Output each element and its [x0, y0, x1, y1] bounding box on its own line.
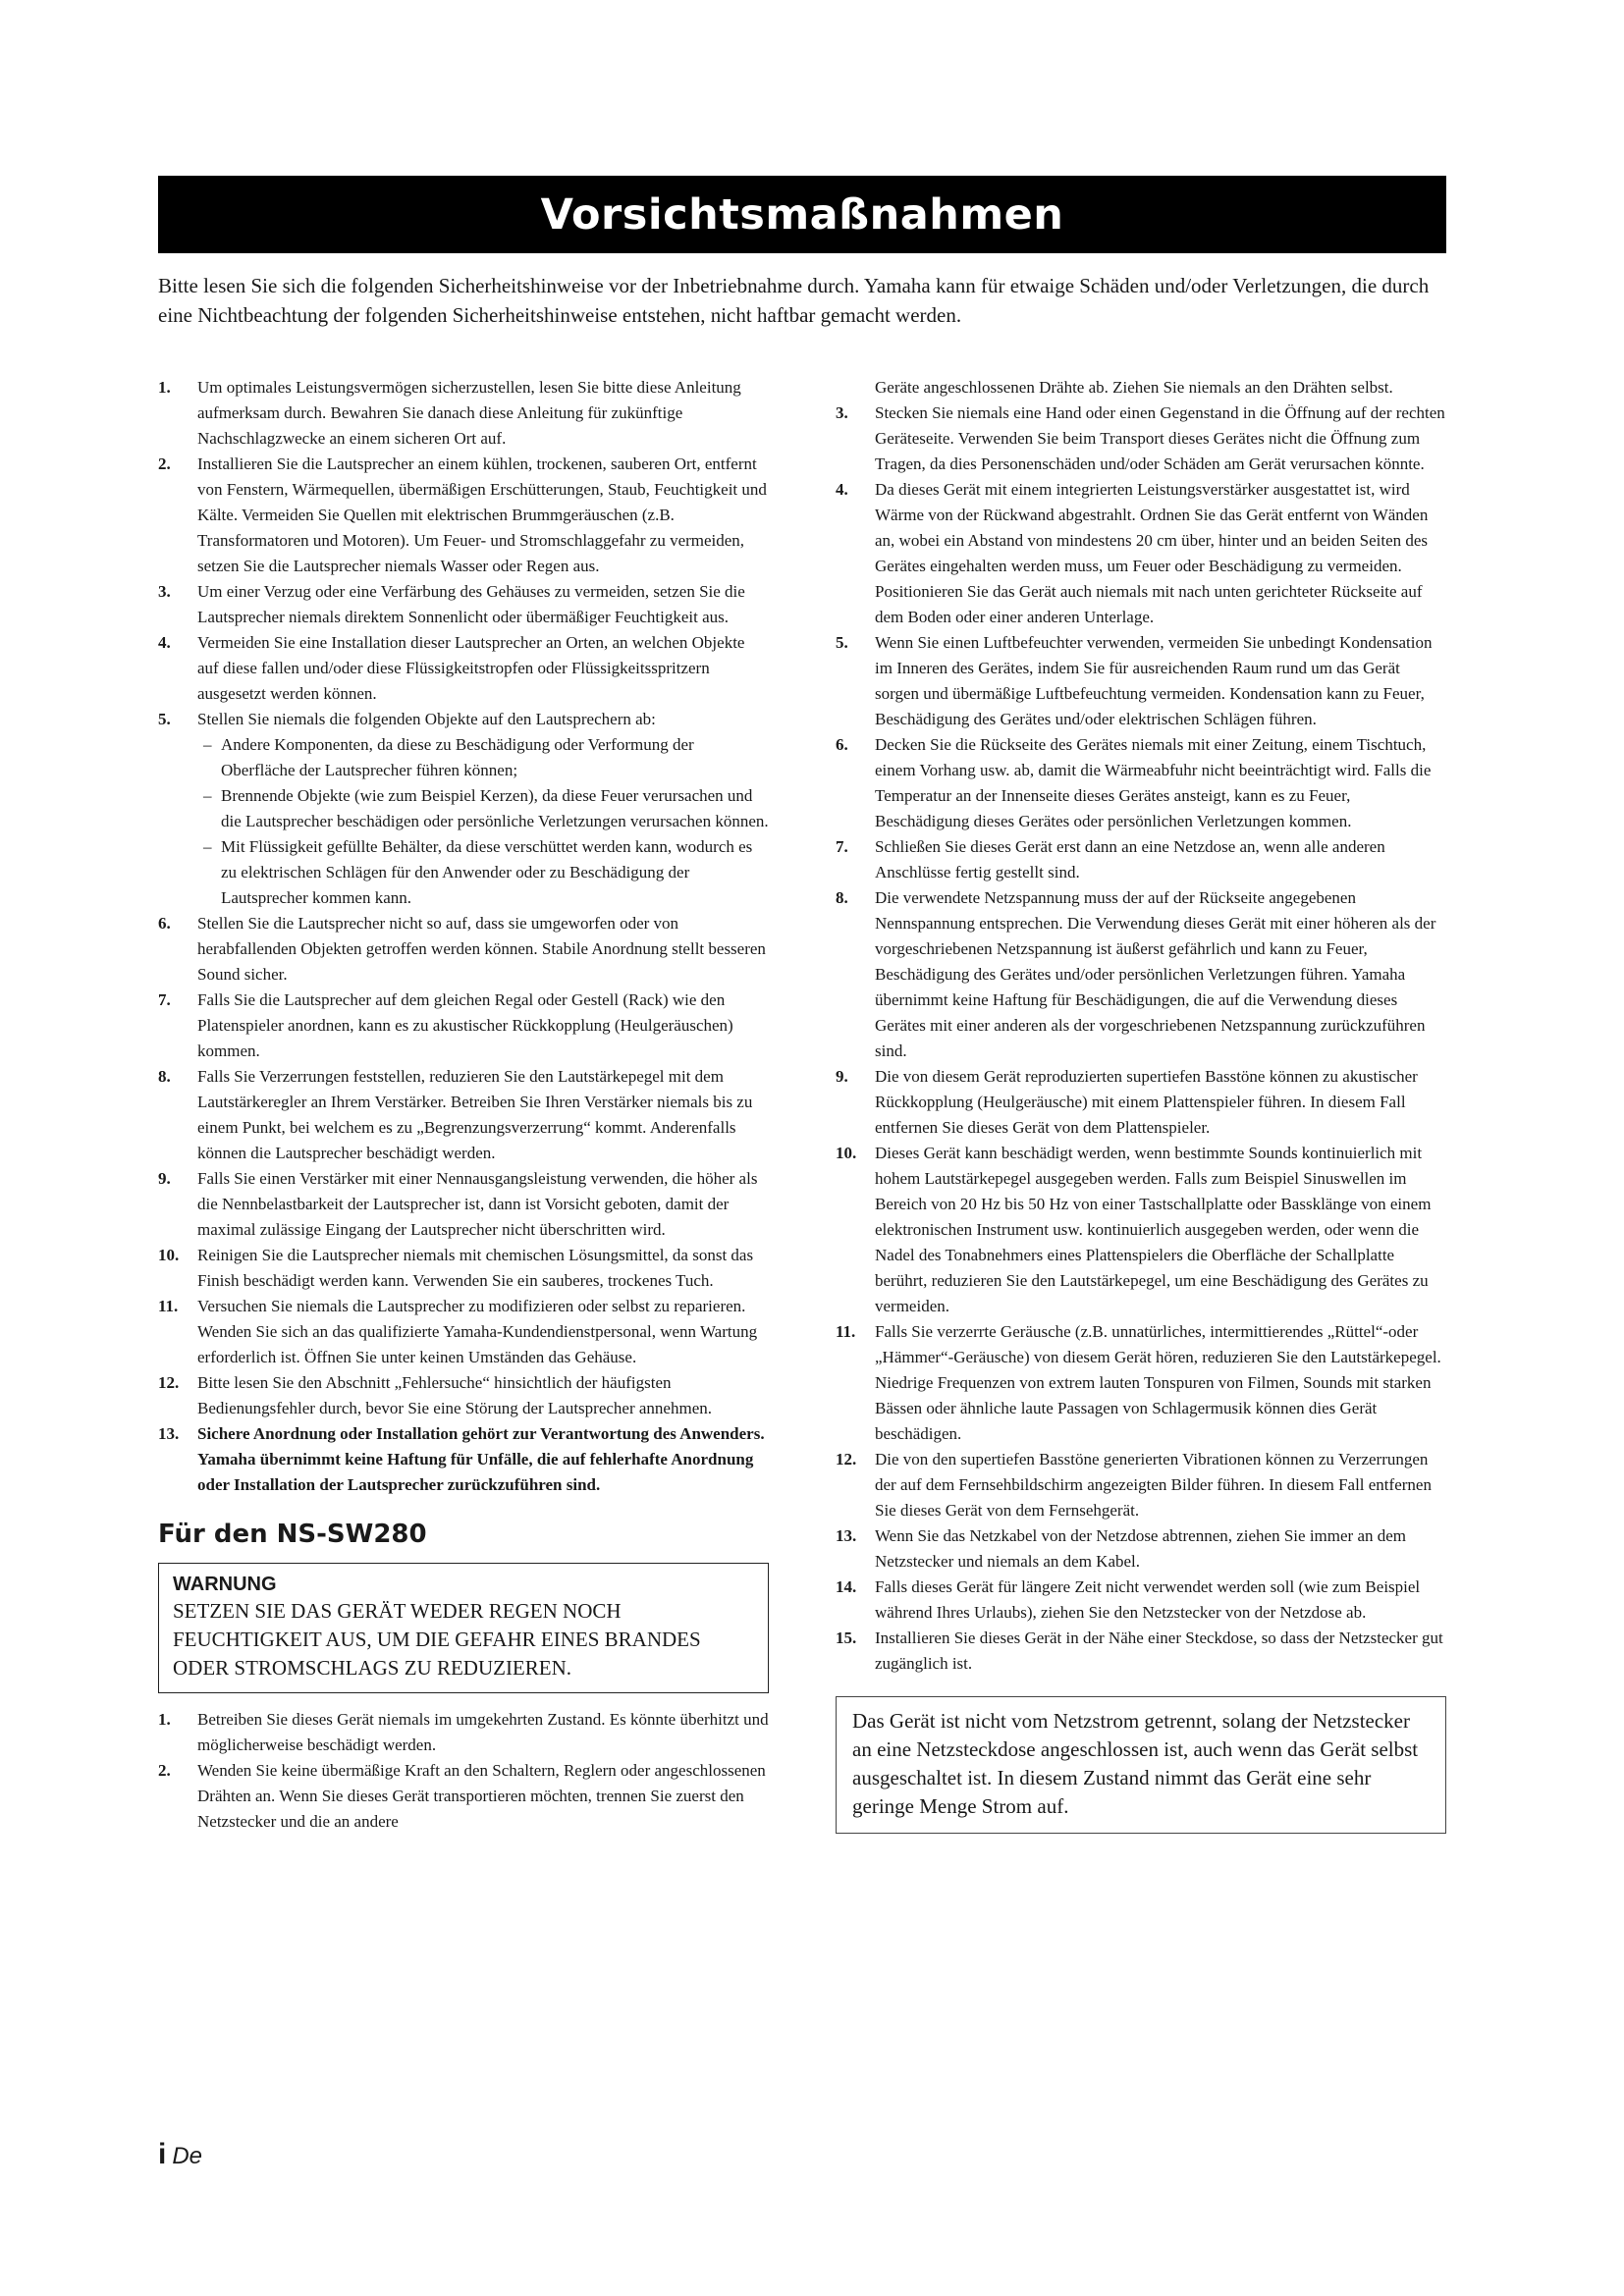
list-item: 6. Stellen Sie die Lautsprecher nicht so auf, dass sie umgeworfen oder von herabfallenden Objekten getroffen werden können. Stabile Anordnung stellt besseren Sound sicher.	[158, 914, 766, 984]
sub-list-item: – Mit Flüssigkeit gefüllte Behälter, da diese verschüttet werden kann, wodurch es zu elektrischen Schlägen für den Anwender oder zu Beschädigung der Lautsprecher kommen kann.	[197, 834, 769, 911]
list-item: 7. Schließen Sie dieses Gerät erst dann an eine Netzdose an, wenn alle anderen Anschlüsse fertig gestellt sind.	[836, 837, 1385, 881]
list-item: 8. Falls Sie Verzerrungen feststellen, reduzieren Sie den Lautstärkepegel mit dem Lautstärkeregler an Ihrem Verstärker. Betreiben Sie Ihren Verstärker niemals bis zu einem Punkt, bei welchem es zu „Begrenzungsverzerrung“ kommt. Anderenfalls können die Lautsprecher beschädigt werden.	[158, 1067, 753, 1162]
language-code: De	[172, 2143, 203, 2169]
list-item: 10. Reinigen Sie die Lautsprecher niemals mit chemischen Lösungsmittel, da sonst das Finish beschädigt werden kann. Verwenden Sie ein sauberes, trockenes Tuch.	[158, 1246, 754, 1290]
power-note-box: Das Gerät ist nicht vom Netzstrom getrennt, solang der Netzstecker an eine Netzsteckdose angeschlossen ist, auch wenn das Gerät selbst ausgeschaltet ist. In diesem Zustand nimmt das Gerät eine sehr geringe Menge Strom auf.	[836, 1696, 1446, 1834]
page-footer	[158, 2138, 202, 2171]
page-title: Vorsichtsmaßnahmen	[158, 176, 1446, 253]
right-column	[836, 375, 1446, 1834]
warning-text: SETZEN SIE DAS GERÄT WEDER REGEN NOCH FEUCHTIGKEIT AUS, UM DIE GEFAHR EINES BRANDES ODER STROMSCHLAGS ZU REDUZIEREN.	[173, 1599, 701, 1680]
list-item: 11. Versuchen Sie niemals die Lautsprecher zu modifizieren oder selbst zu reparieren. Wenden Sie sich an das qualifizierte Yamaha-Kundendienstpersonal, wenn Wartung erforderlich ist. Öffnen Sie unter keinen Umständen das Gehäuse.	[158, 1297, 758, 1366]
list-item: 5. Stellen Sie niemals die folgenden Objekte auf den Lautsprechern ab: – Andere Komponenten, da diese zu Beschädigung oder Verformung der Oberfläche der Lautsprecher führen können; – Brennende Objekte (wie zum Beispiel Kerzen), da diese Feuer verursachen und die Lautsprecher beschädigen oder persönliche Verletzungen verursachen können. – Mit Flüssigkeit gefüllte Behälter, da diese verschüttet werden kann, wodurch es zu elektrischen Schlägen für den Anwender oder zu Beschädigung der Lautsprecher kommen kann.	[158, 707, 769, 911]
warning-title: WARNUNG	[173, 1574, 277, 1595]
list-item: 12. Die von den supertiefen Basstöne generierten Vibrationen können zu Verzerrungen der auf dem Fernsehbildschirm angezeigten Bilder führen. In diesem Fall entfernen Sie dieses Gerät von dem Fernsehgerät.	[836, 1450, 1432, 1520]
list-item: 9. Die von diesem Gerät reproduzierten supertiefen Basstöne können zu akustischer Rückkopplung (Heulgeräusche) mit einem Plattenspieler führen. In diesem Fall entfernen Sie dieses Gerät von dem Plattenspieler.	[836, 1067, 1418, 1137]
list-item: 9. Falls Sie einen Verstärker mit einer Nennausgangsleistung verwenden, die höher als die Nennbelastbarkeit der Lautsprecher ist, dann ist Vorsicht geboten, damit der maximal zulässige Eingang der Lautsprecher nicht überschritten wird.	[158, 1169, 758, 1239]
sub-list-item: – Andere Komponenten, da diese zu Beschädigung oder Verformung der Oberfläche der Lautsprecher führen können;	[197, 732, 769, 783]
list-item-liability: 13. Sichere Anordnung oder Installation gehört zur Verantwortung des Anwenders. Yamaha übernimmt keine Haftung für Unfälle, die auf fehlerhafte Anordnung oder Installation der Lautsprecher zurückzuführen sind.	[158, 1424, 765, 1494]
list-item: 11. Falls Sie verzerrte Geräusche (z.B. unnatürliches, intermittierendes „Rüttel“-oder „Hämmer“-Geräusche) von diesem Gerät hören, reduzieren Sie den Lautstärkepegel. Niedrige Frequenzen von extrem lauten Tonspuren von Filmen, Sounds mit starken Bässen oder ähnliche laute Passagen von Schlagermusik können dies Gerät beschädigen.	[836, 1322, 1441, 1443]
left-column	[158, 375, 769, 1835]
sub-list	[197, 732, 769, 911]
list-item: 3. Um einer Verzug oder eine Verfärbung des Gehäuses zu vermeiden, setzen Sie die Lautsprecher niemals direktem Sonnenlicht oder übermäßiger Feuchtigkeit aus.	[158, 582, 745, 626]
list-item-continuation: Geräte angeschlossenen Drähte ab. Ziehen Sie niemals an den Drähten selbst.	[875, 378, 1393, 397]
list-item: 14. Falls dieses Gerät für längere Zeit nicht verwendet werden soll (wie zum Beispiel während Ihres Urlaubs), ziehen Sie den Netzstecker von der Netzdose ab.	[836, 1577, 1421, 1622]
list-item: 6. Decken Sie die Rückseite des Gerätes niemals mit einer Zeitung, einem Tischtuch, einem Vorhang usw. ab, damit die Wärmeabfuhr nicht beeinträchtigt wird. Falls die Temperatur an der Innenseite dieses Gerätes ansteigt, kann es zu Feuer, Beschädigung dieses Gerätes oder persönlichen Verletzungen kommen.	[836, 735, 1432, 830]
list-item: 7. Falls Sie die Lautsprecher auf dem gleichen Regal oder Gestell (Rack) wie den Platenspieler anordnen, kann es zu akustischer Rückkopplung (Heulgeräuschen) kommen.	[158, 990, 733, 1060]
list-item: 8. Die verwendete Netzspannung muss der auf der Rückseite angegebenen Nennspannung entsprechen. Die Verwendung dieses Gerät mit einer höheren als der vorgeschriebenen Netzspannung ist äußerst gefährlich und kann zu Feuer, Beschädigung des Gerätes und/oder persönlichen Verletzungen führen. Yamaha übernimmt keine Haftung für Beschädigungen, die auf die Verwendung dieses Gerätes mit einer anderen als der vorgeschriebenen Netzspannung zurückzuführen sind.	[836, 888, 1436, 1060]
sub-list-item: – Brennende Objekte (wie zum Beispiel Kerzen), da diese Feuer verursachen und die Lautsprecher beschädigen oder persönliche Verletzungen verursachen können.	[197, 783, 769, 834]
subwoofer-precautions-list	[158, 1707, 769, 1835]
list-item: 2. Installieren Sie die Lautsprecher an einem kühlen, trockenen, sauberen Ort, entfernt von Fenstern, Wärmequellen, übermäßigen Erschütterungen, Staub, Feuchtigkeit und Kälte. Vermeiden Sie Quellen mit elektrischen Brummgeräuschen (z.B. Transformatoren und Motoren). Um Feuer- und Stromschlaggefahr zu vermeiden, setzen Sie die Lautsprecher niemals Wasser oder Regen aus.	[158, 454, 767, 575]
list-item: 15. Installieren Sie dieses Gerät in der Nähe einer Steckdose, so dass der Netzstecker gut zugänglich ist.	[836, 1629, 1443, 1673]
list-item: 1. Um optimales Leistungsvermögen sicherzustellen, lesen Sie bitte diese Anleitung aufmerksam durch. Bewahren Sie danach diese Anleitung für zukünftige Nachschlagzwecke an einem sicheren Ort auf.	[158, 378, 741, 448]
warning-box	[158, 1563, 769, 1693]
list-item: 13. Wenn Sie das Netzkabel von der Netzdose abtrennen, ziehen Sie immer an dem Netzstecker und niemals an dem Kabel.	[836, 1526, 1407, 1571]
section-heading: Für den NS-SW280	[158, 1520, 427, 1549]
speaker-precautions-list	[158, 375, 769, 1498]
list-item: 4. Da dieses Gerät mit einem integrierten Leistungsverstärker ausgestattet ist, wird Wärme von der Rückwand abgestrahlt. Ordnen Sie das Gerät entfernt von Wänden an, wobei ein Abstand von mindestens 20 cm über, hinter und an beiden Seiten des Gerätes eingehalten werden muss, um Feuer oder Beschädigung zu vermeiden. Positionieren Sie das Gerät auch niemals mit nach unten gerichteter Rückseite auf dem Boden oder einer anderen Unterlage.	[836, 480, 1429, 626]
list-item: 4. Vermeiden Sie eine Installation dieser Lautsprecher an Orten, an welchen Objekte auf diese fallen und/oder diese Flüssigkeitstropfen oder Flüssigkeitsspritzern ausgesetzt werden können.	[158, 633, 745, 703]
list-item: 3. Stecken Sie niemals eine Hand oder einen Gegenstand in die Öffnung auf der rechten Geräteseite. Verwenden Sie beim Transport dieses Gerätes nicht die Öffnung zum Tragen, da dies Personenschäden und/oder Schäden am Gerät verursachen könnte.	[836, 403, 1445, 473]
subwoofer-precautions-list-continued	[836, 375, 1446, 1677]
list-item: 12. Bitte lesen Sie den Abschnitt „Fehlersuche“ hinsichtlich der häufigsten Bedienungsfehler durch, bevor Sie eine Störung der Lautsprecher annehmen.	[158, 1373, 712, 1417]
page-number: i	[158, 2138, 167, 2170]
list-item: 10. Dieses Gerät kann beschädigt werden, wenn bestimmte Sounds kontinuierlich mit hohem Lautstärkepegel ausgegeben werden. Falls zum Beispiel Sinuswellen im Bereich von 20 Hz bis 50 Hz von einer Tastschallplatte oder Bassklänge von einem elektronischen Instrument usw. kontinuierlich ausgegeben werden, oder wenn die Nadel des Tonabnehmers eines Plattenspielers die Oberfläche der Schallplatte berührt, reduzieren Sie den Lautstärkepegel, um eine Beschädigung des Gerätes zu vermeiden.	[836, 1144, 1432, 1315]
list-item: 1. Betreiben Sie dieses Gerät niemals im umgekehrten Zustand. Es könnte überhitzt und möglicherweise beschädigt werden.	[158, 1710, 769, 1754]
list-item: 2. Wenden Sie keine übermäßige Kraft an den Schaltern, Reglern oder angeschlossenen Drähten an. Wenn Sie dieses Gerät transportieren möchten, trennen Sie zuerst den Netzstecker und die an andere	[158, 1761, 766, 1831]
intro-paragraph: Bitte lesen Sie sich die folgenden Sicherheitshinweise vor der Inbetriebnahme durch. Yamaha kann für etwaige Schäden und/oder Verletzungen, die durch eine Nichtbeachtung der folgenden Sicherheitshinweise entstehen, nicht haftbar gemacht werden.	[158, 274, 1430, 327]
list-item: 5. Wenn Sie einen Luftbefeuchter verwenden, vermeiden Sie unbedingt Kondensation im Inneren des Gerätes, indem Sie für ausreichenden Raum rund um das Gerät sorgen und übermäßige Luftbefeuchtung vermeiden. Kondensation kann zu Feuer, Beschädigung des Gerätes und/oder elektrischen Schlägen führen.	[836, 633, 1433, 728]
